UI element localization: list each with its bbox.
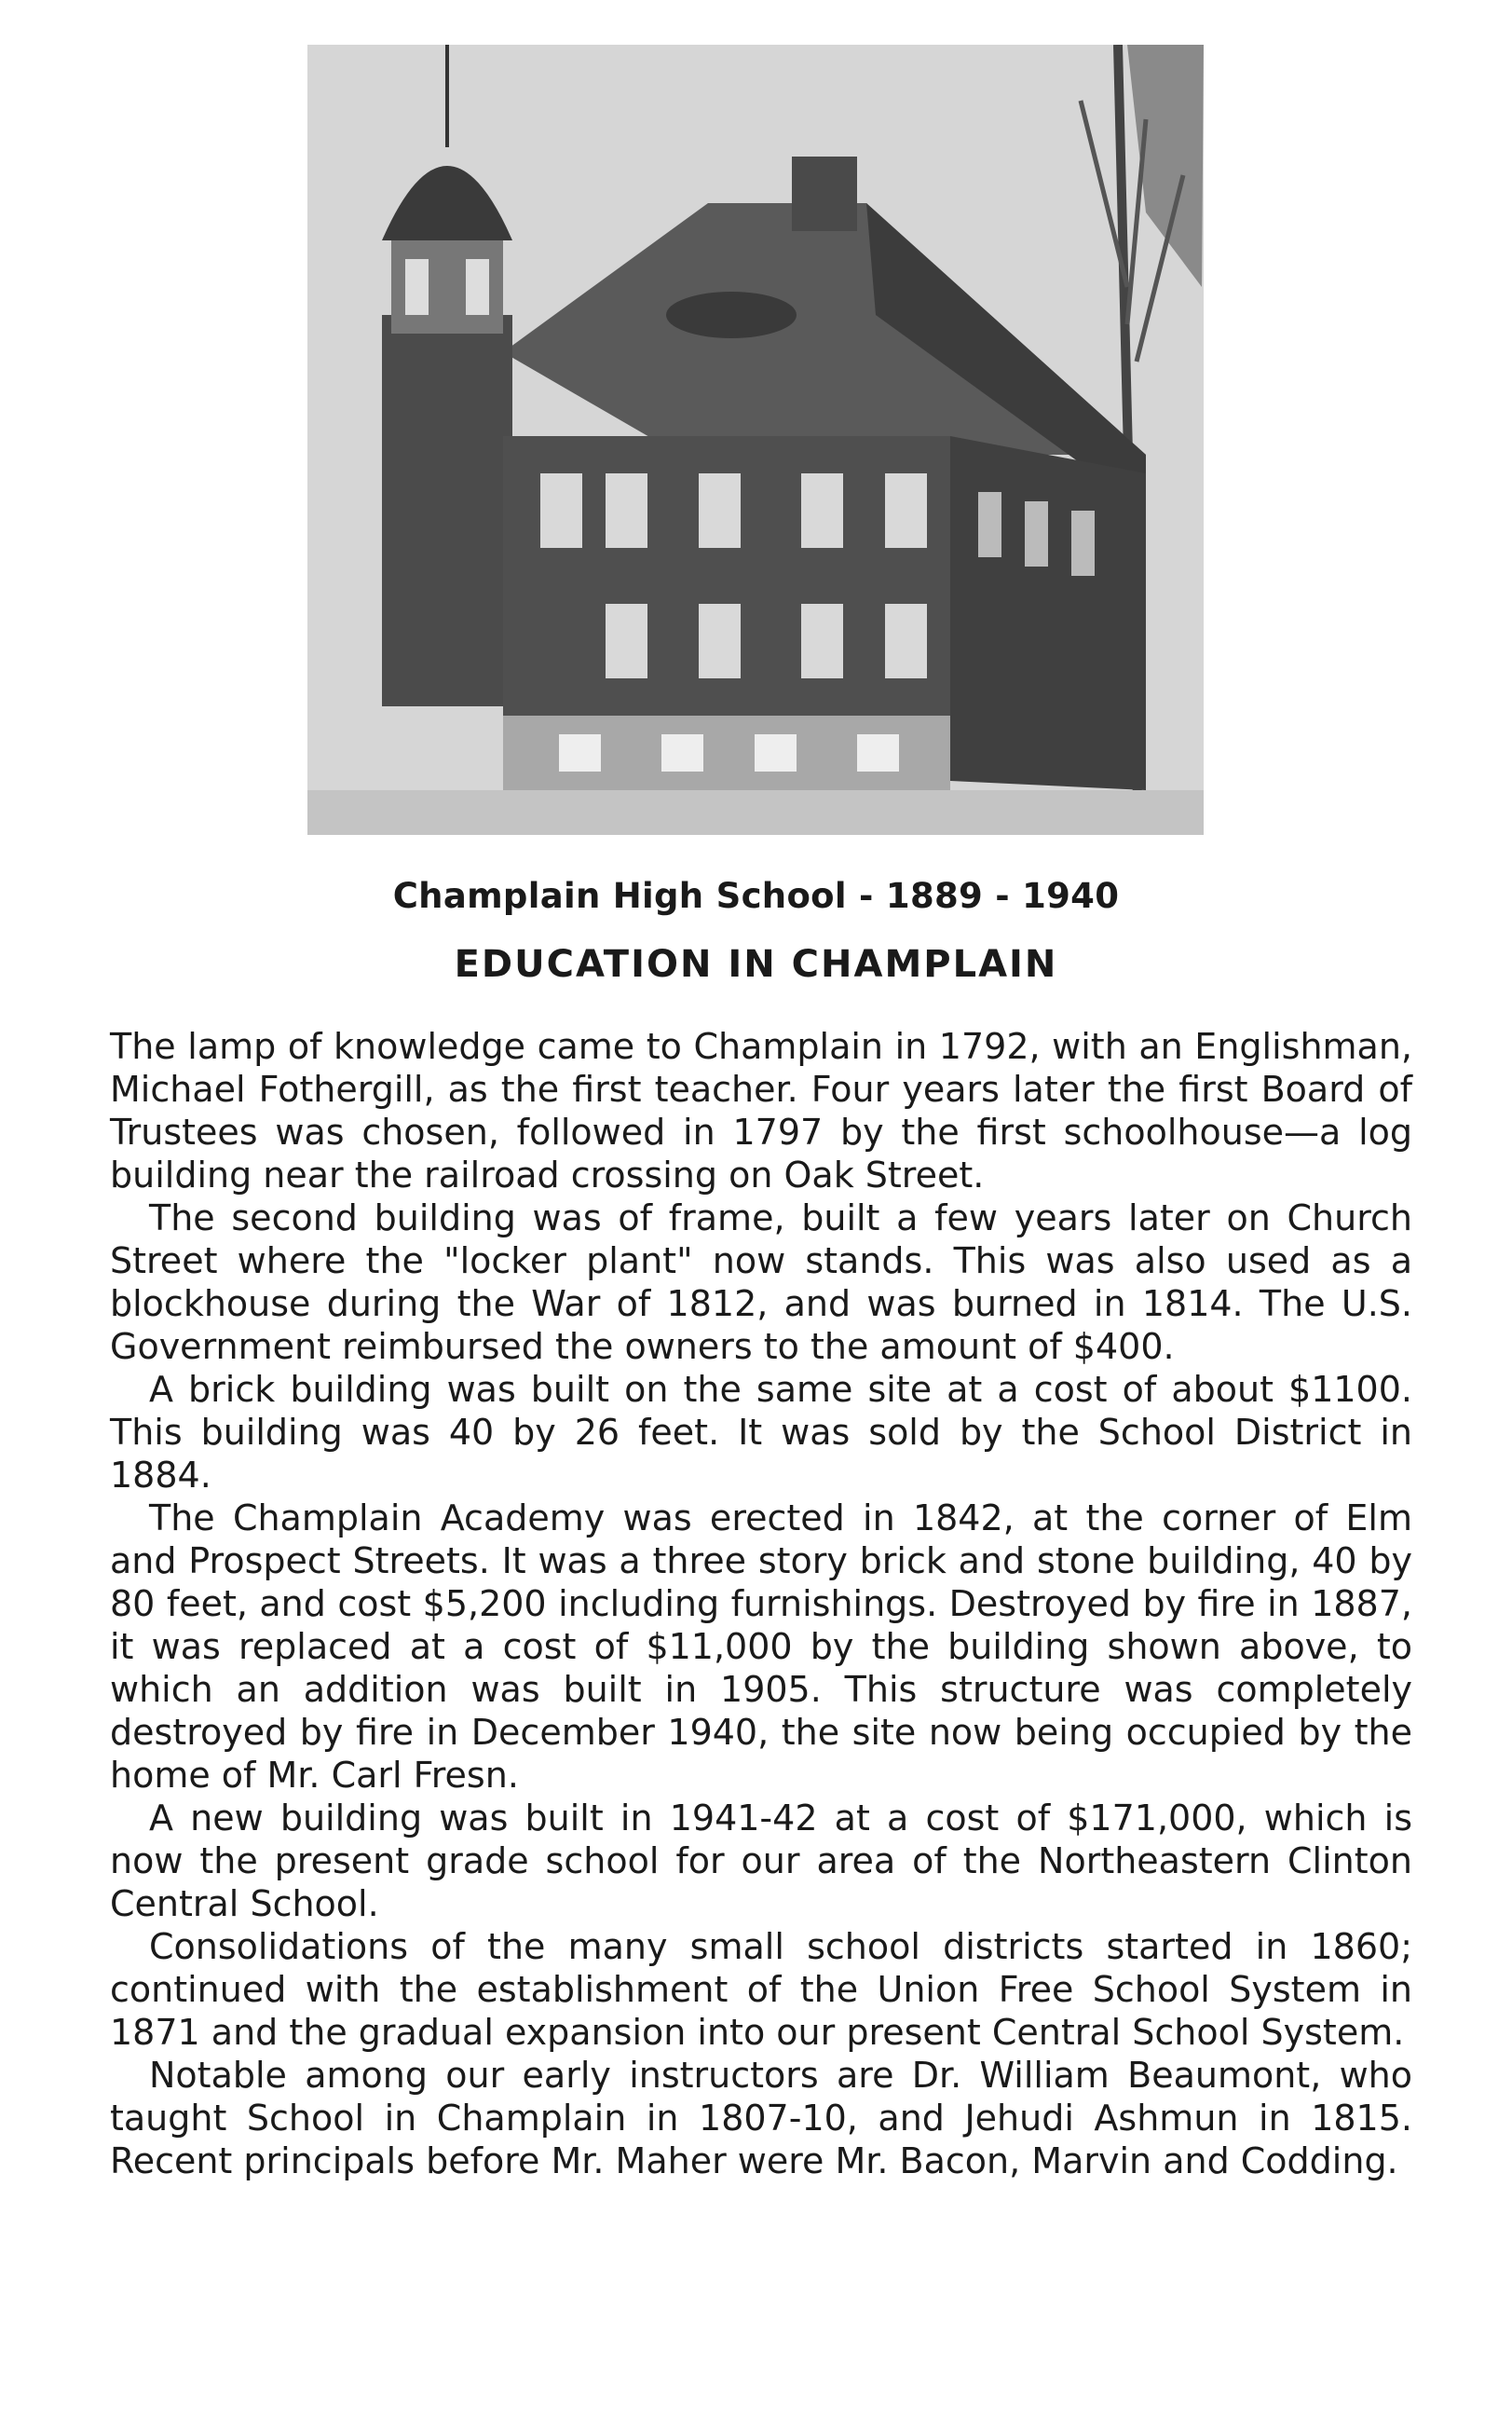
paragraph: A new building was built in 1941-42 at a cost of $171,000, which is now the present grade school for our area of the Northeastern Clinton Central School. [110,1797,1412,1924]
paragraph: The Champlain Academy was erected in 1842, at the corner of Elm and Prospect Streets. It was a three story brick and stone building, 40 by 80 feet, and cost $5,200 including furnishings. Destroyed by fire in 1887, it was replaced at a cost of $11,000 by the building shown above, to which an addition was built in 1905. This structure was completely destroyed by fire in December 1940, the site now being occupied by the home of Mr. Carl Fresn. [110,1497,1412,1796]
school-building-photo [307,45,1204,835]
section-heading: EDUCATION IN CHAMPLAIN [454,943,1058,986]
photo-caption: Champlain High School - 1889 - 1940 [392,876,1120,916]
paragraph: Consolidations of the many small school districts started in 1860; continued with the establishment of the Union Free School System in 1871 and the gradual expansion into our present Central School System. [110,1926,1412,2053]
paragraph: The lamp of knowledge came to Champlain in 1792, with an Englishman, Michael Fothergill, as the first teacher. Four years later the first Board of Trustees was chosen, followed in 1797 by the first schoolhouse—a log building near the railroad crossing on Oak Street. [110,1026,1412,1196]
paragraph: A brick building was built on the same site at a cost of about $1100. This building was 40 by 26 feet. It was sold by the School District in 1884. [110,1369,1412,1496]
building-illustration [307,45,1204,835]
paragraph: The second building was of frame, built a few years later on Church Street where the "locker plant" now stands. This was also used as a blockhouse during the War of 1812, and was burned in 1814. The U.S. Government reimbursed the owners to the amount of $400. [110,1197,1412,1367]
article-body [110,1025,1412,2182]
paragraph: Notable among our early instructors are Dr. William Beaumont, who taught School in Champlain in 1807-10, and Jehudi Ashmun in 1815. Recent principals before Mr. Maher were Mr. Bacon, Marvin and Codding. [110,2055,1412,2181]
